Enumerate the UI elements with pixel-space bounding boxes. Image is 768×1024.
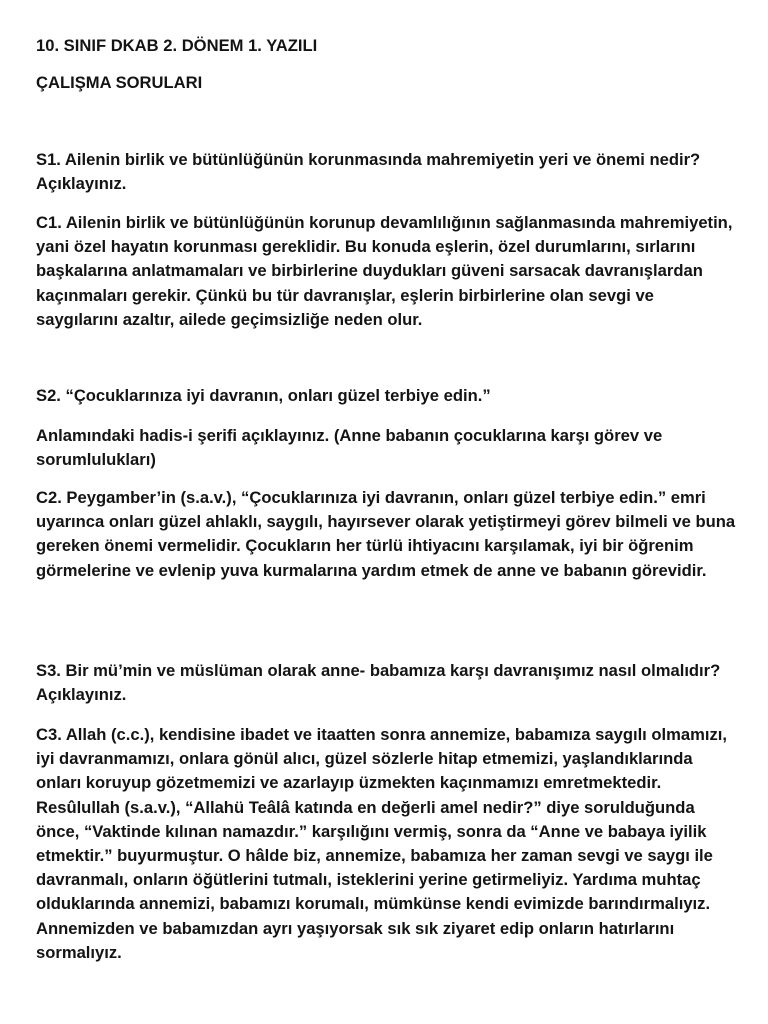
question-1: S1. Ailenin birlik ve bütünlüğünün korunmasında mahremiyetin yeri ve önemi nedir? Açıklayınız. <box>36 150 701 194</box>
question-2-detail: Anlamındaki hadis-i şerifi açıklayınız. (Anne babanın çocuklarına karşı görev ve sorumlulukları) <box>36 426 663 470</box>
answer-1: C1. Ailenin birlik ve bütünlüğünün korunup devamlılığının sağlanmasında mahremiyetin, yani özel hayatın korunması gereklidir. Bu konuda eşlerin, özel durumlarını, sırlarını başkalarına anlatmamaları ve birbirlerine duydukları güveni sarsacak davranışlardan kaçınmaları gerekir. Çünkü bu tür davranışlar, eşlerin birbirlerine olan sevgi ve saygılarını azaltır, ailede geçimsizliğe neden olur. <box>36 213 733 329</box>
answer-2: C2. Peygamber’in (s.a.v.), “Çocuklarınıza iyi davranın, onları güzel terbiye edin.” emri uyarınca onları güzel ahlaklı, saygılı, hayırsever olarak yetiştirmeyi görev bilmeli ve buna gereken önemi vermelidir. Çocukların her türlü ihtiyacını karşılamak, iyi bir öğrenim görmelerine ve evlenip yuva kurmalarına yardım etmek de anne ve babanın görevidir. <box>36 488 736 580</box>
question-3: S3. Bir mü’min ve müslüman olarak anne- babamıza karşı davranışımız nasıl olmalıdır? Açıklayınız. <box>36 661 721 705</box>
document-title: 10. SINIF DKAB 2. DÖNEM 1. YAZILI <box>36 36 318 55</box>
answer-3: C3. Allah (c.c.), kendisine ibadet ve itaatten sonra annemize, babamıza saygılı olmamızı, iyi davranmamızı, onlara gönül alıcı, güzel sözlerle hitap etmemizi, yaşlandıklarında onları koruyup gözetmemizi ve azarlayıp üzmekten kaçınmamızı emretmektedir. Resûlullah (s.a.v.), “Allahü Teâlâ katında en değerli amel nedir?” diye sorulduğunda önce, “Vaktinde kılınan namazdır.” karşılığını vermiş, sonra da “Anne ve babaya iyilik etmektir.” buyurmuştur. O hâlde biz, annemize, babamıza her zaman sevgi ve saygı ile davranmalı, onların öğütlerini tutmalı, isteklerini yerine getirmeliyiz. Yardıma muhtaç olduklarında annemizi, babamızı korumalı, mümkünse kendi evimizde barındırmalıyız. Annemizden ve babamızdan ayrı yaşıyorsak sık sık ziyaret edip onların hatırlarını sormalıyız. <box>36 725 728 962</box>
document-subtitle: ÇALIŞMA SORULARI <box>36 73 203 92</box>
question-2: S2. “Çocuklarınıza iyi davranın, onları güzel terbiye edin.” <box>36 386 491 405</box>
